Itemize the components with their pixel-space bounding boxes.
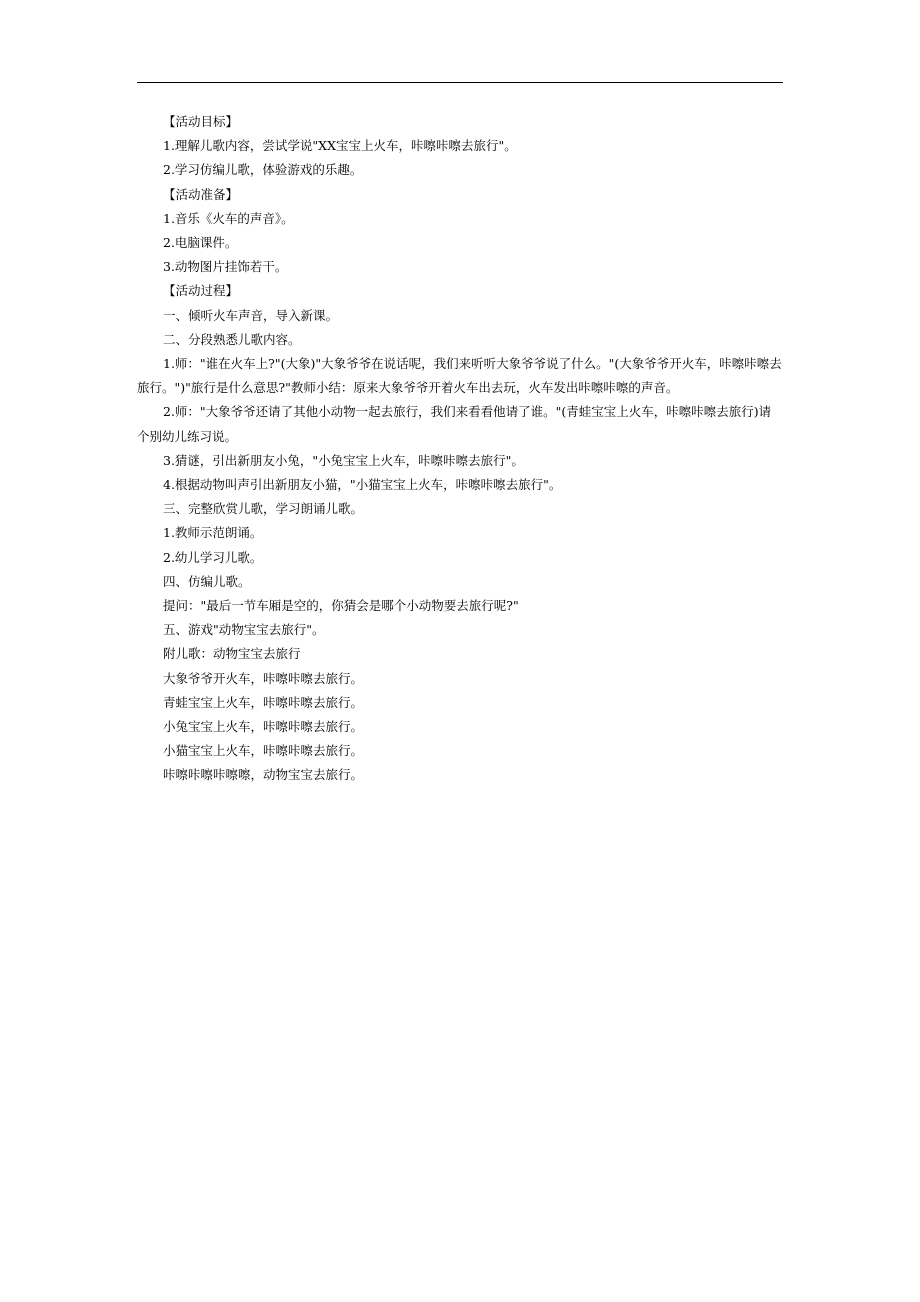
section-heading-goals: 【活动目标】 bbox=[163, 114, 239, 129]
process-step-5: 五、游戏"动物宝宝去旅行"。 bbox=[163, 622, 325, 638]
appendix-title: 附儿歌：动物宝宝去旅行 bbox=[163, 646, 301, 662]
poem-line-2: 青蛙宝宝上火车，咔嚓咔嚓去旅行。 bbox=[163, 694, 364, 710]
poem-line-1: 大象爷爷开火车，咔嚓咔嚓去旅行。 bbox=[163, 670, 364, 686]
process-step-2-item-2: 2.师："大象爷爷还请了其他小动物一起去旅行，我们来看看他请了谁。"(青蛙宝宝上火车，咔嚓咔嚓去旅行)请个别幼儿练习说。 bbox=[137, 404, 772, 444]
section-heading-preparation: 【活动准备】 bbox=[163, 186, 239, 202]
process-step-2: 二、分段熟悉儿歌内容。 bbox=[163, 331, 301, 347]
preparation-item-1: 1.音乐《火车的声音》。 bbox=[163, 210, 294, 226]
document-body bbox=[137, 110, 783, 788]
poem-line-5: 咔嚓咔嚓咔嚓嚓，动物宝宝去旅行。 bbox=[163, 767, 364, 783]
process-step-2-item-4: 4.根据动物叫声引出新朋友小猫，"小猫宝宝上火车，咔嚓咔嚓去旅行"。 bbox=[163, 477, 562, 493]
goal-item-2: 2.学习仿编儿歌，体验游戏的乐趣。 bbox=[163, 162, 363, 178]
goal-item-1: 1.理解儿歌内容，尝试学说"XX宝宝上火车，咔嚓咔嚓去旅行"。 bbox=[163, 138, 517, 154]
poem-line-4: 小猫宝宝上火车，咔嚓咔嚓去旅行。 bbox=[163, 743, 364, 759]
process-step-3: 三、完整欣赏儿歌，学习朗诵儿歌。 bbox=[163, 501, 364, 517]
process-step-3-item-1: 1.教师示范朗诵。 bbox=[163, 525, 263, 541]
preparation-item-2: 2.电脑课件。 bbox=[163, 235, 238, 251]
header-rule bbox=[137, 82, 783, 83]
process-step-3-item-2: 2.幼儿学习儿歌。 bbox=[163, 549, 263, 565]
section-heading-process: 【活动过程】 bbox=[163, 283, 239, 299]
process-step-4-question: 提问："最后一节车厢是空的，你猜会是哪个小动物要去旅行呢?" bbox=[163, 598, 519, 614]
poem-line-3: 小兔宝宝上火车，咔嚓咔嚓去旅行。 bbox=[163, 719, 364, 735]
process-step-4: 四、仿编儿歌。 bbox=[163, 573, 251, 589]
process-step-1: 一、倾听火车声音，导入新课。 bbox=[163, 307, 339, 323]
process-step-2-item-3: 3.猜谜，引出新朋友小兔，"小兔宝宝上火车，咔嚓咔嚓去旅行"。 bbox=[163, 452, 524, 468]
process-step-2-item-1: 1.师："谁在火车上?"(大象)"大象爷爷在说话呢，我们来听听大象爷爷说了什么。"(大象爷爷开火车，咔嚓咔嚓去旅行。")"旅行是什么意思?"教师小结：原来大象爷爷开着火车出去玩，火车发出咔嚓咔嚓的声音。 bbox=[137, 356, 782, 396]
preparation-item-3: 3.动物图片挂饰若干。 bbox=[163, 259, 288, 275]
